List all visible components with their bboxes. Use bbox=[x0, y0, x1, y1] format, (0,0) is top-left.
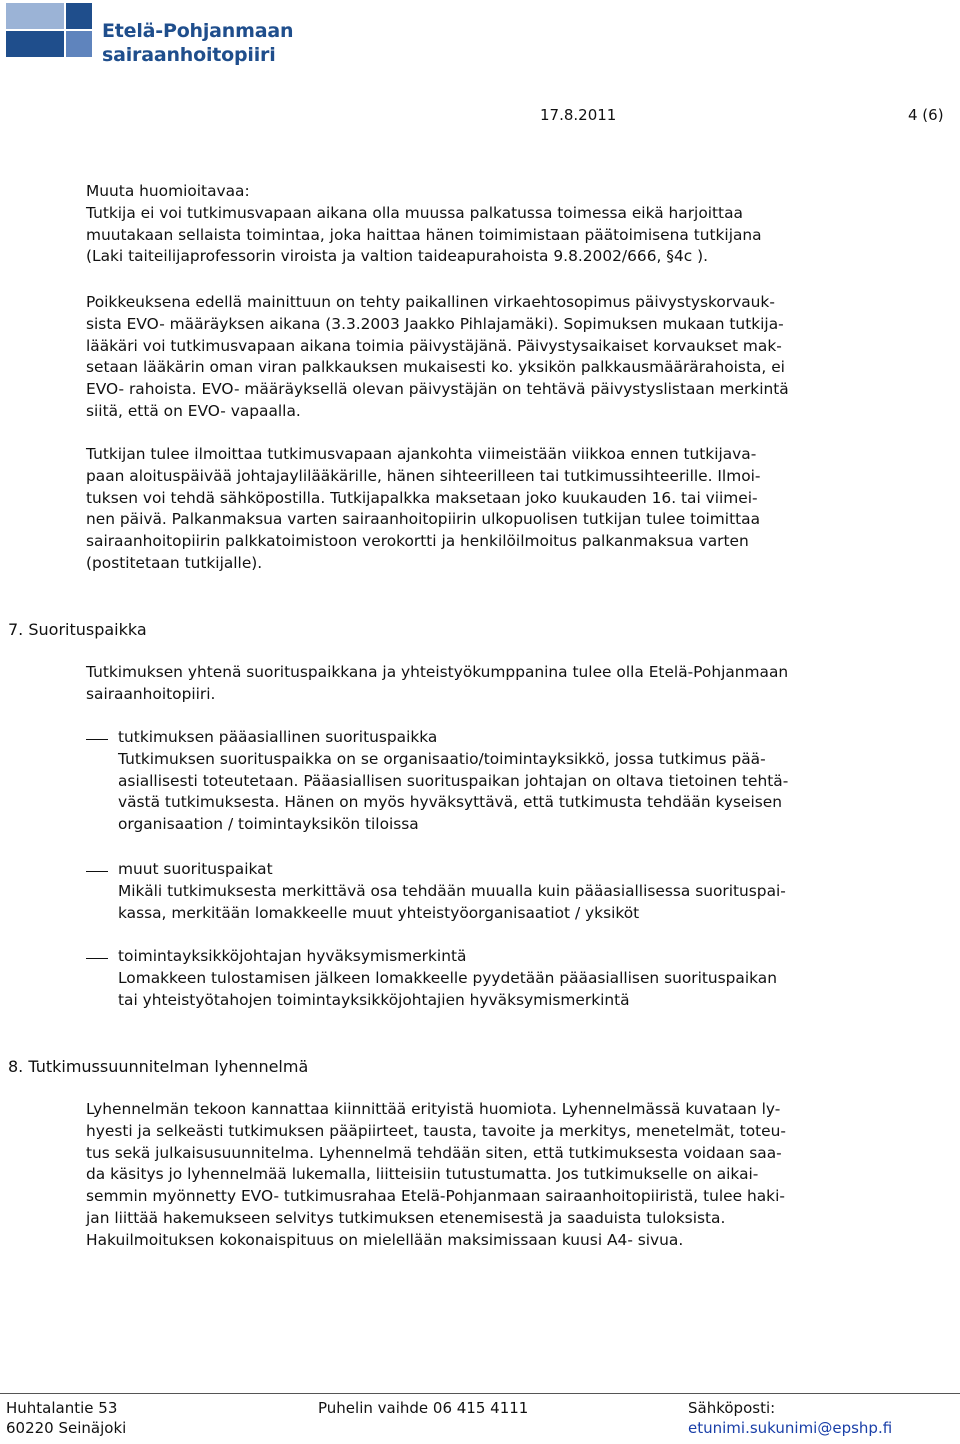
list-item-title: muut suorituspaikat bbox=[118, 860, 273, 878]
text-line: Poikkeuksena edellä mainittuun on tehty paikallinen virkaehtosopimus päivystyskorvauk- bbox=[86, 293, 775, 311]
text-line: Tutkija ei voi tutkimusvapaan aikana olla muussa palkatussa toimessa eikä harjoittaa bbox=[86, 203, 743, 222]
organization-name-line1: Etelä-Pohjanmaan bbox=[102, 20, 294, 42]
footer-email-label: Sähköposti: bbox=[688, 1399, 776, 1417]
text-line: tuksen voi tehdä sähköpostilla. Tutkijapalkka maksetaan joko kuukauden 16. tai viimei- bbox=[86, 488, 758, 507]
list-item bbox=[118, 859, 918, 924]
text-line: asiallisesti toteutetaan. Pääasiallisen suorituspaikan johtajan on oltava tietoinen tehtä- bbox=[118, 771, 789, 790]
section-heading-7: 7. Suorituspaikka bbox=[8, 620, 147, 639]
text-line: (Laki taiteilijaprofessorin viroista ja valtion taideapurahoista 9.8.2002/666, §4c ). bbox=[86, 247, 709, 266]
list-item bbox=[118, 727, 918, 836]
text-line: setaan lääkärin oman viran palkkauksen mukaisesti ko. yksikön palkkausmäärärahoista, ei bbox=[86, 358, 785, 377]
text-line: nen päivä. Palkanmaksua varten sairaanhoitopiirin ulkopuolisen tutkijan tulee toimittaa bbox=[86, 510, 761, 529]
text-line: muutakaan sellaista toimintaa, joka haittaa hänen toimimistaan päätoimisena tutkijana bbox=[86, 225, 762, 244]
section8-paragraph bbox=[86, 1099, 910, 1252]
text-line: Hakuilmoituksen kokonaispituus on mielellään maksimissaan kuusi A4- sivua. bbox=[86, 1230, 684, 1249]
text-line: Tutkimuksen yhtenä suorituspaikkana ja yhteistyökumppanina tulee olla Etelä-Pohjanmaan bbox=[86, 663, 789, 681]
text-line: semmin myönnetty EVO- tutkimusrahaa Etelä-Pohjanmaan sairaanhoitopiiristä, tulee haki- bbox=[86, 1187, 785, 1206]
footer-email-link[interactable]: etunimi.sukunimi@epshp.fi bbox=[688, 1419, 893, 1437]
text-line: västä tutkimuksesta. Hänen on myös hyväksyttävä, että tutkimusta tehdään kyseisen bbox=[118, 793, 782, 812]
text-line: (postitetaan tutkijalle). bbox=[86, 553, 263, 572]
paragraph-other-notes bbox=[86, 181, 910, 268]
document-date: 17.8.2011 bbox=[540, 106, 617, 124]
text-line: Tutkimuksen suorituspaikka on se organisaatio/toimintayksikkö, jossa tutkimus pää- bbox=[118, 749, 766, 768]
text-line: paan aloituspäivää johtajaylilääkärille, hänen sihteerilleen tai tutkimussihteerille. Ilmoi- bbox=[86, 466, 761, 485]
text-line: sista EVO- määräyksen aikana (3.3.2003 Jaakko Pihlajamäki). Sopimuksen mukaan tutkija- bbox=[86, 314, 784, 333]
text-line: jan liittää hakemukseen selvitys tutkimuksen etenemisestä ja saaduista tuloksista. bbox=[86, 1208, 726, 1227]
list-dash bbox=[86, 958, 108, 959]
list-item-title: tutkimuksen pääasiallinen suorituspaikka bbox=[118, 728, 438, 746]
text-line: lääkäri voi tutkimusvapaan aikana toimia päivystäjänä. Päivystysaikaiset korvaukset mak- bbox=[86, 336, 782, 355]
text-line: sairaanhoitopiirin palkkatoimistoon verokortti ja henkilöilmoitus palkanmaksua varten bbox=[86, 532, 749, 551]
footer-divider bbox=[0, 1393, 960, 1394]
section7-intro bbox=[86, 662, 910, 706]
footer-phone: Puhelin vaihde 06 415 4111 bbox=[318, 1399, 529, 1417]
list-dash bbox=[86, 871, 108, 872]
text-line: Lyhennelmän tekoon kannattaa kiinnittää erityistä huomiota. Lyhennelmässä kuvataan ly- bbox=[86, 1100, 781, 1118]
text-line: Tutkijan tulee ilmoittaa tutkimusvapaan ajankohta viimeistään viikkoa ennen tutkijava- bbox=[86, 445, 757, 463]
text-line: EVO- rahoista. EVO- määräyksellä olevan päivystäjän on tehtävä päivystyslistaan merkintä bbox=[86, 380, 789, 399]
paragraph-notification bbox=[86, 444, 910, 575]
hospital-district-logo bbox=[6, 3, 92, 57]
list-item bbox=[118, 946, 918, 1011]
organization-name-line2: sairaanhoitopiiri bbox=[102, 44, 276, 66]
list-item-title: toimintayksikköjohtajan hyväksymismerkintä bbox=[118, 947, 467, 965]
text-line: tus sekä julkaisusuunnitelma. Lyhennelmä tehdään siten, että tutkimuksesta voidaan saa- bbox=[86, 1143, 782, 1162]
footer-address-city: 60220 Seinäjoki bbox=[6, 1419, 127, 1437]
footer-address-street: Huhtalantie 53 bbox=[6, 1399, 118, 1417]
paragraph-exception bbox=[86, 292, 910, 423]
text-line: tai yhteistyötahojen toimintayksikköjohtajien hyväksymismerkintä bbox=[118, 990, 630, 1009]
page-number: 4 (6) bbox=[908, 106, 944, 124]
list-dash bbox=[86, 739, 108, 740]
text-line: hyesti ja selkeästi tutkimuksen pääpiirteet, tausta, tavoite ja merkitys, menetelmät, toteu- bbox=[86, 1121, 786, 1140]
text-line: Muuta huomioitavaa: bbox=[86, 182, 250, 200]
text-line: siitä, että on EVO- vapaalla. bbox=[86, 401, 301, 420]
text-line: organisaation / toimintayksikön tiloissa bbox=[118, 815, 419, 834]
text-line: sairaanhoitopiiri. bbox=[86, 684, 216, 703]
text-line: kassa, merkitään lomakkeelle muut yhteistyöorganisaatiot / yksiköt bbox=[118, 903, 640, 922]
text-line: da käsitys jo lyhennelmää lukemalla, liitteisiin tutustumatta. Jos tutkimukselle on aikai- bbox=[86, 1165, 759, 1184]
text-line: Mikäli tutkimuksesta merkittävä osa tehdään muualla kuin pääasiallisessa suorituspai- bbox=[118, 881, 786, 900]
text-line: Lomakkeen tulostamisen jälkeen lomakkeelle pyydetään pääasiallisen suorituspaikan bbox=[118, 968, 777, 987]
section-heading-8: 8. Tutkimussuunnitelman lyhennelmä bbox=[8, 1057, 309, 1076]
